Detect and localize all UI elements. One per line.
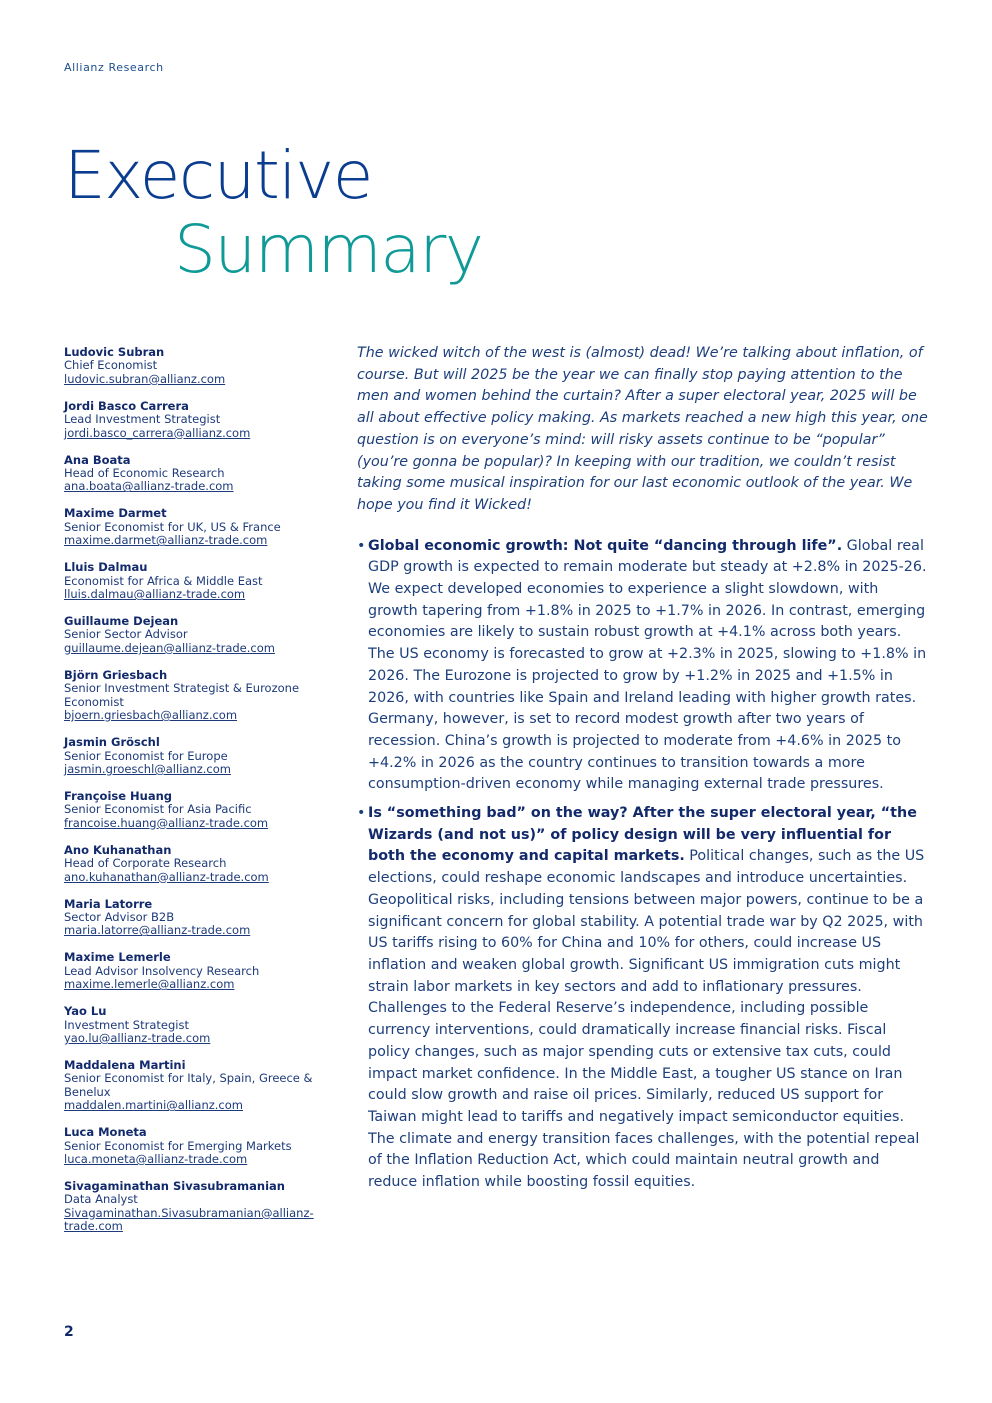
bullet-item — [357, 803, 929, 1194]
contact-email-link[interactable]: ludovic.subran@allianz.com — [64, 371, 226, 386]
contact-email-link[interactable]: luca.moneta@allianz-trade.com — [64, 1152, 248, 1166]
bullet-body: Political changes, such as the US elections, could reshape economic landscapes and introduce uncertainties. Geopolitical risks, including tensions between major powers, continue to be a significant concern for global stability. A potential trade war by Q2 2025, with US tariffs rising to 60% for China and 10% for others, could increase US inflation and weaken global growth. Significant US immigration cuts might strain labor markets in key sectors and add to inflationary pressures. Challenges to the Federal Reserve’s independence, including possible currency interventions, could dramatically increase financial risks. Fiscal policy changes, such as major spending cuts or extensive tax cuts, could impact market confidence. In the Middle East, a tougher US stance on Iran could slow growth and raise oil prices. Similarly, reduced US support for Taiwan might lead to tariffs and negatively impact semiconductor equities. The climate and energy transition faces challenges, with the potential repeal of the Inflation Reduction Act, which could maintain neutral growth and reduce inflation while boosting fossil equities. — [368, 848, 925, 1191]
bullet-body: Global real GDP growth is expected to remain moderate but steady at +2.8% in 2025-26. We expect developed economies to experience a slight slowdown, with growth tapering from +1.8% in 2025 to +1.7% in 2026. In contrast, emerging economies are likely to sustain robust growth at +4.1% across both years. The US economy is forecasted to grow at +2.3% in 2025, slowing to +1.8% in 2026. The Eurozone is projected to grow by +1.2% in 2025 and +1.5% in 2026, with countries like Spain and Ireland leading with higher growth rates. Germany, however, is set to record modest growth after two years of recession. China’s growth is projected to moderate from +4.6% in 2025 to +4.2% in 2026 as the country continues to transition towards a more consumption-driven economy while managing external trade pressures. — [368, 537, 927, 793]
bullet-marker: • — [357, 537, 366, 554]
contact-role: Head of Corporate Research — [64, 856, 227, 871]
contact-role: Lead Investment Strategist — [64, 412, 221, 427]
contact-card — [64, 561, 314, 601]
contact-card — [64, 615, 314, 655]
contact-role: Lead Advisor Insolvency Research — [64, 963, 260, 978]
contact-card — [64, 790, 314, 830]
contacts-list — [64, 346, 314, 1247]
contact-name: Jasmin Gröschl — [64, 735, 160, 750]
contact-role: Senior Economist for Italy, Spain, Greece & Benelux — [64, 1071, 313, 1099]
contact-card — [64, 898, 314, 938]
contact-email-link[interactable]: jordi.basco_carrera@allianz.com — [64, 425, 251, 440]
contact-name: Björn Griesbach — [64, 667, 168, 682]
contact-role: Senior Economist for Europe — [64, 748, 228, 763]
contact-email-link[interactable]: maddalen.martini@allianz.com — [64, 1098, 243, 1113]
contact-card — [64, 844, 314, 884]
contact-name: Ludovic Subran — [64, 345, 165, 359]
contact-name: Ana Boata — [64, 452, 131, 467]
contact-card — [64, 669, 314, 723]
contact-name: Maria Latorre — [64, 896, 153, 911]
bullet-lead: Global economic growth: Not quite “dancing through life”. — [368, 537, 843, 554]
contact-name: Sivagaminathan Sivasubramanian — [64, 1179, 285, 1193]
contact-card — [64, 1005, 314, 1045]
contact-name: Françoise Huang — [64, 788, 173, 803]
contact-card — [64, 400, 314, 440]
contact-card — [64, 1180, 314, 1234]
contact-role: Economist for Africa & Middle East — [64, 573, 263, 588]
contact-role: Head of Economic Research — [64, 466, 225, 481]
contact-role: Investment Strategist — [64, 1017, 189, 1032]
contact-card — [64, 1059, 314, 1113]
contact-email-link[interactable]: francoise.huang@allianz-trade.com — [64, 815, 269, 830]
contact-card — [64, 736, 314, 776]
bullet-list — [357, 536, 929, 1194]
contact-email-link[interactable]: yao.lu@allianz-trade.com — [64, 1030, 211, 1045]
contact-card — [64, 454, 314, 494]
contact-email-link[interactable]: ana.boata@allianz-trade.com — [64, 479, 234, 494]
contact-name: Luca Moneta — [64, 1125, 147, 1140]
contact-email-link[interactable]: guillaume.dejean@allianz-trade.com — [64, 640, 275, 655]
contact-name: Lluis Dalmau — [64, 560, 148, 575]
contact-card — [64, 951, 314, 991]
bullet-marker: • — [357, 805, 366, 822]
intro-paragraph: The wicked witch of the west is (almost) dead! We’re talking about inflation, of course. But will 2025 be the year we can finally stop paying attention to the men and women behind the curtain? After a super electoral year, 2025 will be all about effective policy making. As markets reached a new high this year, one question is on everyone’s mind: will risky assets continue to be “popular” (you’re gonna be popular)? In keeping with our tradition, we couldn’t resist taking some musical inspiration for our last economic outlook of the year. We hope you find it Wicked! — [357, 345, 928, 513]
contact-role: Senior Sector Advisor — [64, 627, 188, 642]
contact-email-link[interactable]: ano.kuhanathan@allianz-trade.com — [64, 869, 269, 884]
contact-role: Senior Investment Strategist & Eurozone Economist — [64, 681, 300, 709]
contact-email-link[interactable]: Sivagaminathan.Sivasubramanian@allianz-trade.com — [64, 1205, 314, 1234]
header-label: Allianz Research — [64, 61, 164, 74]
contact-name: Maxime Lemerle — [64, 950, 171, 965]
contact-email-link[interactable]: maxime.lemerle@allianz.com — [64, 977, 235, 992]
page-title-line-1: Executive — [64, 137, 372, 214]
contact-role: Senior Economist for UK, US & France — [64, 519, 281, 534]
contact-name: Maddalena Martini — [64, 1057, 186, 1072]
contact-name: Maxime Darmet — [64, 506, 167, 521]
contact-email-link[interactable]: maxime.darmet@allianz-trade.com — [64, 533, 268, 548]
contact-email-link[interactable]: maria.latorre@allianz-trade.com — [64, 923, 251, 938]
contact-role: Chief Economist — [64, 358, 158, 373]
contact-name: Guillaume Dejean — [64, 614, 179, 629]
contact-name: Jordi Basco Carrera — [64, 398, 189, 413]
bullet-lead: Is “something bad” on the way? After the super electoral year, “the Wizards (and not us)” of policy design will be very influential for both the economy and capital markets. — [368, 805, 917, 865]
contact-email-link[interactable]: lluis.dalmau@allianz-trade.com — [64, 587, 246, 602]
contact-role: Sector Advisor B2B — [64, 909, 175, 924]
contact-role: Senior Economist for Emerging Markets — [64, 1138, 292, 1153]
contact-name: Yao Lu — [64, 1004, 107, 1019]
contact-role: Data Analyst — [64, 1192, 138, 1207]
page-title-line-2: Summary — [174, 211, 483, 288]
contact-name: Ano Kuhanathan — [64, 842, 172, 857]
bullet-item — [357, 536, 929, 796]
contact-card — [64, 1126, 314, 1166]
contact-card — [64, 507, 314, 547]
contact-email-link[interactable]: bjoern.griesbach@allianz.com — [64, 708, 238, 723]
contact-card — [64, 346, 314, 386]
contact-role: Senior Economist for Asia Pacific — [64, 802, 252, 817]
main-content — [357, 343, 929, 1201]
contact-email-link[interactable]: jasmin.groeschl@allianz.com — [64, 761, 231, 776]
page-number: 2 — [64, 1324, 74, 1340]
